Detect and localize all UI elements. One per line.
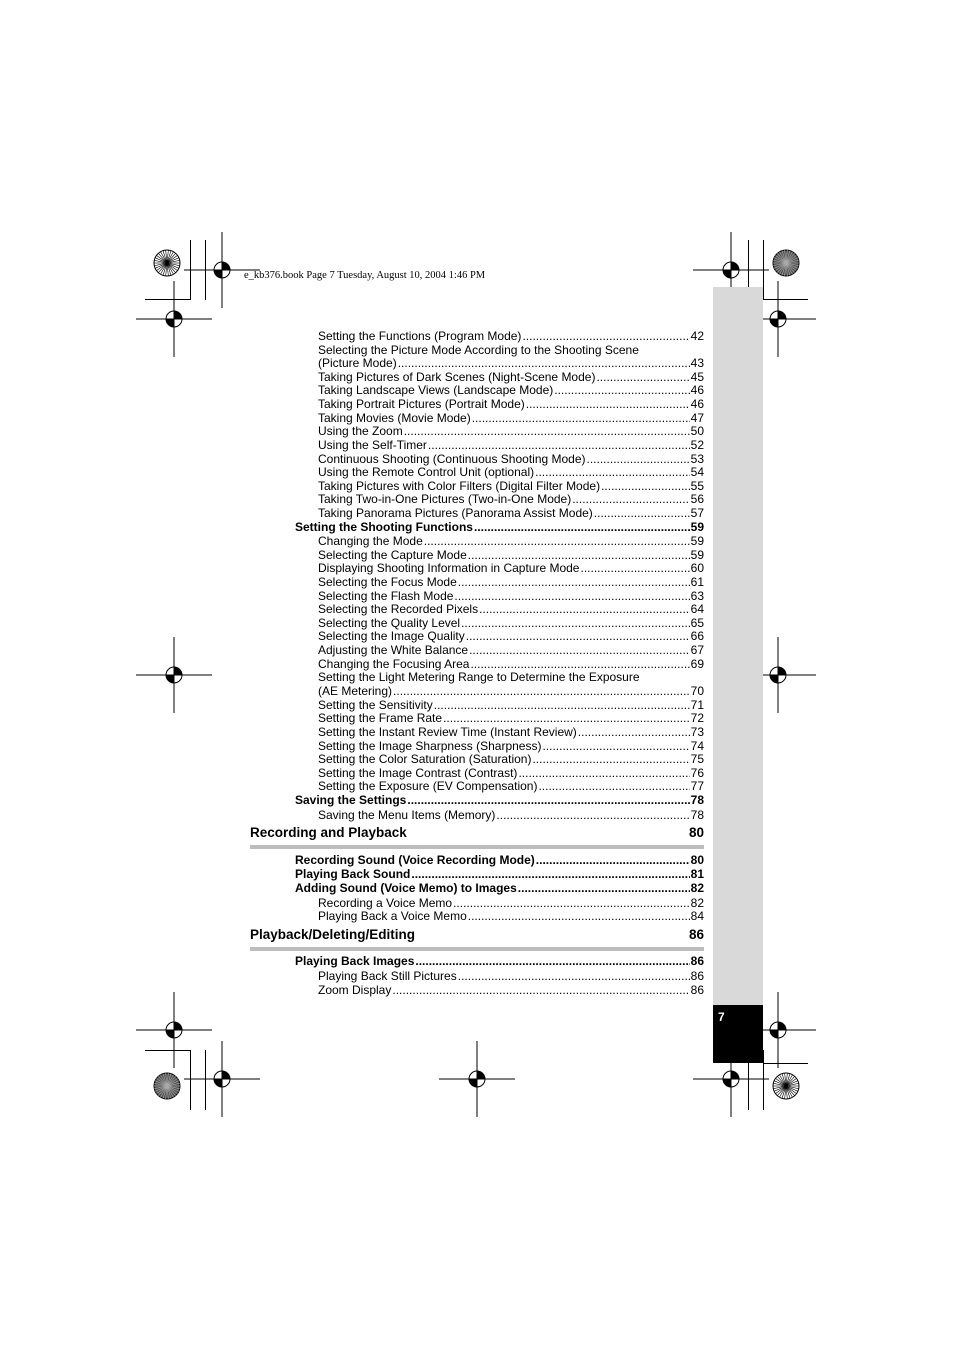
toc-entry-page: 72 [690,711,704,725]
toc-entry[interactable] [295,853,704,867]
toc-entry-page: 53 [690,452,704,466]
toc-entry-title: (AE Metering) [318,684,393,698]
toc-entry-page: 78 [690,793,704,807]
toc-entry-page: 50 [690,424,704,438]
toc-entry[interactable] [318,698,704,712]
toc-entry-page: 69 [690,657,704,671]
toc-entry-page: 55 [690,479,704,493]
toc-entry-page: 56 [690,492,704,506]
section-title: Playback/Deleting/Editing [250,927,416,942]
toc-entry-page: 86 [690,983,704,997]
toc-entry[interactable] [318,766,704,780]
toc-entry-page: 64 [690,602,704,616]
toc-entry-page: 86 [690,969,704,983]
toc-entry-page: 84 [690,909,704,923]
dot-leader [472,411,690,425]
toc-entry-title: Setting the Image Sharpness (Sharpness) [318,739,542,753]
toc-entry-page: 42 [690,329,704,343]
toc-entry[interactable] [318,629,704,643]
toc-entry[interactable] [318,896,704,910]
toc-entry[interactable] [318,534,704,548]
toc-entry[interactable] [318,356,704,370]
toc-entry[interactable] [318,383,704,397]
toc-entry-title: Selecting the Quality Level [318,616,461,630]
dot-leader [404,424,690,438]
dot-leader [469,643,690,657]
toc-entry-page: 59 [690,548,704,562]
toc-entry-title: Setting the Image Contrast (Contrast) [318,766,518,780]
toc-entry-title: Taking Movies (Movie Mode) [318,411,471,425]
dot-leader [594,506,690,520]
dot-leader [458,969,690,983]
toc-entry-page: 66 [690,629,704,643]
dot-leader [601,479,690,493]
toc-entry[interactable] [318,424,704,438]
toc-entry-page: 70 [690,684,704,698]
toc-entry-title: Selecting the Flash Mode [318,589,454,603]
dot-leader [434,698,690,712]
toc-entry[interactable] [318,506,704,520]
toc-entry[interactable] [295,954,704,968]
toc-entry-page: 45 [690,370,704,384]
side-thumb-tab [713,287,763,1005]
toc-entry-line: Setting the Light Metering Range to Determine the Exposure [318,670,640,684]
toc-entry-title: Changing the Mode [318,534,423,548]
dot-leader [587,452,690,466]
toc-entry-title: Selecting the Image Quality [318,629,465,643]
dot-leader [470,657,689,671]
toc-entry-title: Using the Zoom [318,424,403,438]
toc-entry-title: Taking Portrait Pictures (Portrait Mode) [318,397,525,411]
toc-entry[interactable] [318,479,704,493]
toc-entry[interactable] [318,548,704,562]
toc-entry-page: 59 [690,534,704,548]
dot-leader [393,684,690,698]
toc-entry-title: Setting the Functions (Program Mode) [318,329,522,343]
toc-entry-title: Zoom Display [318,983,392,997]
color-target-icon [771,1071,801,1101]
dot-leader [496,808,689,822]
toc-entry[interactable] [295,520,704,534]
registration-mark-icon [437,1039,517,1119]
toc-entry-page: 67 [690,643,704,657]
toc-entry-title: Setting the Color Saturation (Saturation) [318,752,532,766]
toc-entry[interactable] [318,575,704,589]
toc-entry-title: Setting the Instant Review Time (Instant Review) [318,725,577,739]
toc-entry[interactable] [318,684,704,698]
dot-leader [428,438,690,452]
dot-leader [461,616,690,630]
registration-mark-icon [134,635,214,715]
toc-entry-title: Displaying Shooting Information in Capture Mode [318,561,580,575]
dot-leader [535,465,690,479]
toc-entry[interactable] [318,492,704,506]
toc-entry-page: 52 [690,438,704,452]
section-heading[interactable] [250,825,704,840]
toc-entry[interactable] [318,657,704,671]
dot-leader [392,983,689,997]
dot-leader [398,356,690,370]
toc-entry-title: Playing Back Sound [295,867,411,881]
section-title: Recording and Playback [250,825,407,840]
color-target-icon [771,248,801,278]
section-rule [250,947,704,951]
color-target-icon [152,1071,182,1101]
section-heading[interactable] [250,927,704,942]
toc-entry[interactable] [318,779,704,793]
toc-entry-page: 71 [690,698,704,712]
toc-entry-title: Taking Two-in-One Pictures (Two-in-One Mode) [318,492,572,506]
file-header: e_kb376.book Page 7 Tuesday, August 10, 2004 1:46 PM [244,270,486,281]
toc-entry-title: (Picture Mode) [318,356,397,370]
toc-entry-page: 76 [690,766,704,780]
toc-entry-title: Selecting the Capture Mode [318,548,467,562]
toc-entry-title: Setting the Shooting Functions [295,520,473,534]
toc-entry[interactable] [318,983,704,997]
toc-entry[interactable] [318,909,704,923]
toc-entry[interactable] [318,465,704,479]
toc-entry-title: Taking Landscape Views (Landscape Mode) [318,383,554,397]
toc-entry[interactable] [318,725,704,739]
toc-entry-title: Taking Pictures of Dark Scenes (Night-Scene Mode) [318,370,596,384]
dot-leader [526,397,690,411]
dot-leader [578,725,690,739]
dot-leader [468,548,690,562]
toc-entry-title: Adjusting the White Balance [318,643,469,657]
dot-leader [542,739,689,753]
toc-entry-page: 82 [690,896,704,910]
registration-mark-icon [134,279,214,359]
toc-entry-title: Playing Back Images [295,954,415,968]
dot-leader [572,492,689,506]
dot-leader [474,520,690,534]
toc-entry-page: 78 [690,808,704,822]
toc-entry[interactable] [318,589,704,603]
toc-entry-page: 60 [690,561,704,575]
dot-leader [479,602,690,616]
dot-leader [443,711,690,725]
dot-leader [538,779,689,793]
toc-entry[interactable] [318,370,704,384]
dot-leader [466,629,690,643]
toc-entry-title: Setting the Exposure (EV Compensation) [318,779,538,793]
dot-leader [554,383,689,397]
toc-entry-title: Saving the Menu Items (Memory) [318,808,496,822]
toc-entry[interactable] [295,867,704,881]
toc-entry-title: Recording a Voice Memo [318,896,453,910]
toc-entry-title: Using the Self-Timer [318,438,427,452]
dot-leader [411,867,689,881]
dot-leader [522,329,689,343]
toc-entry[interactable] [318,711,704,725]
toc-entry-title: Playing Back Still Pictures [318,969,457,983]
toc-entry-page: 75 [690,752,704,766]
toc-entry-page: 82 [690,881,704,895]
dot-leader [536,853,690,867]
dot-leader [518,881,690,895]
toc-entry-page: 47 [690,411,704,425]
dot-leader [532,752,689,766]
toc-entry[interactable] [318,397,704,411]
toc-entry-title: Setting the Frame Rate [318,711,443,725]
dot-leader [454,589,689,603]
toc-entry[interactable] [318,561,704,575]
toc-entry-title: Saving the Settings [295,793,407,807]
toc-entry[interactable] [318,739,704,753]
toc-entry-page: 74 [690,739,704,753]
section-page: 86 [688,927,704,942]
toc-entry[interactable] [318,329,704,343]
toc-entry-title: Using the Remote Control Unit (optional) [318,465,535,479]
toc-entry-title: Changing the Focusing Area [318,657,470,671]
toc-entry-title: Setting the Sensitivity [318,698,433,712]
toc-entry-page: 43 [690,356,704,370]
dot-leader [518,766,689,780]
toc-entry-page: 63 [690,589,704,603]
toc-entry-title: Playing Back a Voice Memo [318,909,467,923]
toc-entry-title: Continuous Shooting (Continuous Shooting Mode) [318,452,586,466]
page-number: 7 [718,1010,725,1024]
toc-entry-page: 73 [690,725,704,739]
registration-mark-icon [182,1039,262,1119]
dot-leader [458,575,690,589]
toc-entry-page: 86 [690,954,704,968]
toc-entry-page: 61 [690,575,704,589]
toc-entry[interactable] [295,881,704,895]
dot-leader [407,793,689,807]
dot-leader [415,954,689,968]
toc-entry[interactable] [318,452,704,466]
toc-entry-title: Taking Pictures with Color Filters (Digital Filter Mode) [318,479,601,493]
section-page: 80 [688,825,704,840]
dot-leader [596,370,689,384]
dot-leader [580,561,689,575]
toc-entry-page: 59 [690,520,704,534]
toc-entry-page: 80 [690,853,704,867]
dot-leader [453,896,690,910]
toc-entry-page: 46 [690,397,704,411]
dot-leader [424,534,690,548]
toc-entry[interactable] [295,793,704,807]
toc-entry-page: 81 [690,867,704,881]
toc-entry-line: Selecting the Picture Mode According to the Shooting Scene [318,343,639,357]
toc-entry[interactable] [318,969,704,983]
color-target-icon [152,248,182,278]
toc-entry-title: Taking Panorama Pictures (Panorama Assist Mode) [318,506,593,520]
toc-entry[interactable] [318,438,704,452]
toc-entry[interactable] [318,602,704,616]
toc-entry-title: Selecting the Focus Mode [318,575,457,589]
toc-entry-title: Selecting the Recorded Pixels [318,602,479,616]
toc-entry[interactable] [318,752,704,766]
toc-entry[interactable] [318,616,704,630]
toc-entry-title: Adding Sound (Voice Memo) to Images [295,881,517,895]
section-rule [250,845,704,849]
toc-entry-page: 46 [690,383,704,397]
toc-entry-title: Recording Sound (Voice Recording Mode) [295,853,535,867]
toc-entry-page: 54 [690,465,704,479]
toc-entry[interactable] [318,808,704,822]
toc-entry[interactable] [318,643,704,657]
dot-leader [468,909,690,923]
toc-entry-page: 65 [690,616,704,630]
toc-entry-page: 77 [690,779,704,793]
toc-entry-page: 57 [690,506,704,520]
toc-entry[interactable] [318,411,704,425]
